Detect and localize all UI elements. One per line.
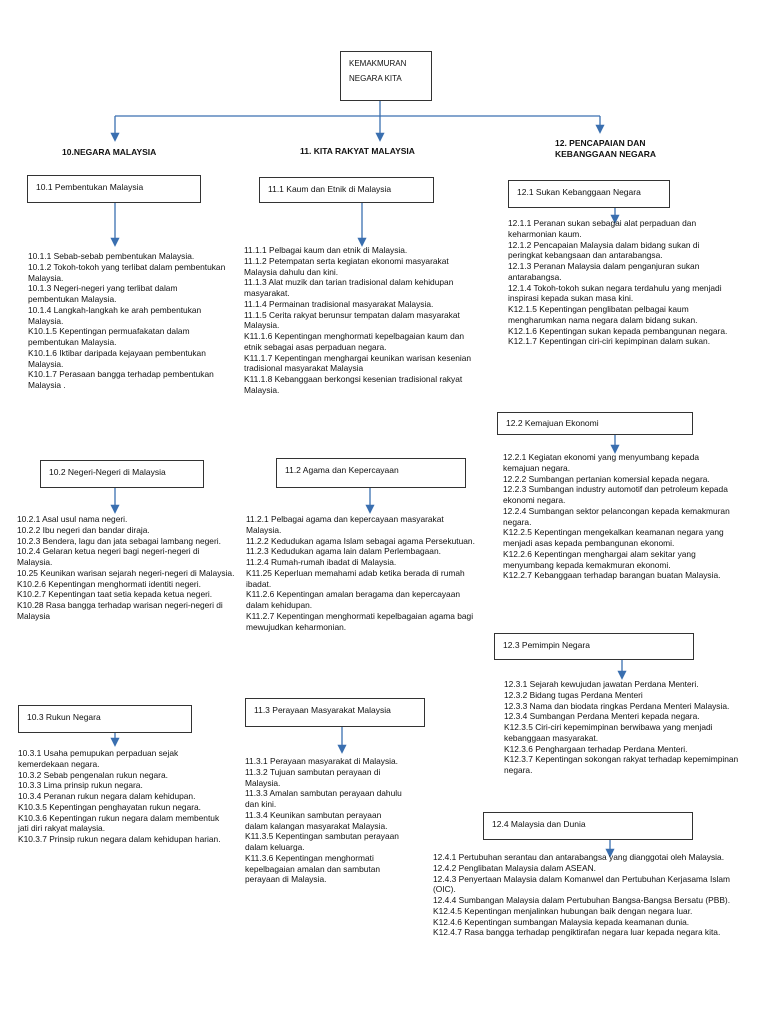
list-item: K12.1.6 Kepentingan sukan kepada pembangunan negara. [508, 325, 728, 336]
branch-heading-11: 11. KITA RAKYAT MALAYSIA [300, 146, 415, 156]
list-item: 11.2.4 Rumah-rumah ibadat di Malaysia. [246, 557, 397, 567]
list-item: 10.2.1 Asal usul nama negeri. [17, 514, 128, 524]
list-item: 12.1.4 Tokoh-tokoh sukan negara terdahulu yang menjadi inspirasi kepada sukan masa kini. [508, 282, 722, 304]
list-item: K12.4.6 Kepentingan sumbangan Malaysia kepada keamanan dunia. [433, 916, 690, 927]
topic-list-11-2 [246, 514, 478, 632]
list-item: 12.1.1 Peranan sukan sebagai alat perpaduan dan keharmonian kaum. [508, 218, 697, 239]
list-item: 11.2.2 Kedudukan agama Islam sebagai agama Persekutuan. [246, 535, 475, 546]
list-item: K10.3.5 Kepentingan penghayatan rukun negara. [18, 801, 202, 812]
list-item: 12.4.3 Penyertaan Malaysia dalam Komanwel dan Pertubuhan Kerjasama Islam (OIC). [433, 873, 731, 895]
list-item: K12.2.5 Kepentingan mengekalkan keamanan negara yang menjadi asas kepada pembangunan ekonomi. [503, 527, 724, 548]
branch-heading-10: 10.NEGARA MALAYSIA [62, 147, 157, 157]
list-item: 10.3.2 Sebab pengenalan rukun negara. [18, 769, 168, 780]
list-item: 12.3.4 Sumbangan Perdana Menteri kepada negara. [504, 711, 700, 722]
topic-box-12-2: 12.2 Kemajuan Ekonomi [497, 412, 693, 435]
list-item: 11.3.3 Amalan sambutan perayaan dahulu dan kini. [245, 788, 402, 809]
list-item: 11.2.3 Kedudukan agama lain dalam Perlembagaan. [246, 546, 441, 557]
list-item: K10.1.5 Kepentingan permuafakatan dalam pembentukan Malaysia. [28, 326, 190, 347]
list-item: 12.2.4 Sumbangan sektor pelancongan kepada kemakmuran negara. [503, 505, 730, 527]
list-item: K12.4.7 Rasa bangga terhadap pengiktirafan negara luar kepada negara kita. [433, 927, 721, 938]
list-item: 10.3.1 Usaha pemupukan perpaduan sejak kemerdekaan negara. [18, 748, 179, 769]
list-item: K10.2.7 Kepentingan taat setia kepada ketua negeri. [17, 589, 213, 600]
list-item: 12.3.2 Bidang tugas Perdana Menteri [504, 689, 643, 700]
list-item: K12.3.7 Kepentingan sokongan rakyat terhadap kepemimpinan negara. [504, 754, 739, 775]
topic-box-11-2: 11.2 Agama dan Kepercayaan [276, 458, 466, 488]
topic-list-11-3 [245, 756, 403, 885]
list-item: K12.3.5 Ciri-ciri kepemimpinan berwibawa yang menjadi kebanggaan masyarakat. [504, 722, 713, 743]
topic-list-12-1 [508, 218, 736, 347]
list-item: K10.2.6 Kepentingan menghormati identiti negeri. [17, 578, 201, 589]
list-item: 10.2.3 Bendera, lagu dan jata sebagai lambang negeri. [17, 535, 221, 546]
topic-box-12-3: 12.3 Pemimpin Negara [494, 633, 694, 660]
topic-list-11-1 [244, 245, 476, 396]
topic-box-12-4: 12.4 Malaysia dan Dunia [483, 812, 693, 840]
list-item: 12.2.1 Kegiatan ekonomi yang menyumbang kepada kemajuan negara. [503, 452, 700, 473]
list-item: 11.3.1 Perayaan masyarakat di Malaysia. [245, 756, 398, 766]
list-item: 10.1.2 Tokoh-tokoh yang terlibat dalam pembentukan Malaysia. [28, 261, 226, 283]
list-item: K11.3.5 Kepentingan sambutan perayaan dalam keluarga. [245, 831, 399, 852]
list-item: K11.1.6 Kepentingan menghormati kepelbagaian kaum dan etnik sebagai asas perpaduan negara. [244, 331, 465, 352]
list-item: 11.3.2 Tujuan sambutan perayaan di Malaysia. [245, 766, 381, 788]
topic-list-10-1 [28, 251, 226, 391]
list-item: 10.2.4 Gelaran ketua negeri bagi negeri-negeri di Malaysia. [17, 546, 200, 567]
topic-list-12-4 [433, 852, 735, 938]
topic-box-12-1: 12.1 Sukan Kebanggaan Negara [508, 180, 670, 208]
root-box [340, 51, 432, 101]
list-item: K10.28 Rasa bangga terhadap warisan negeri-negeri di Malaysia [17, 600, 223, 621]
list-item: 11.1.1 Pelbagai kaum dan etnik di Malaysia. [244, 245, 408, 255]
topic-box-10-2: 10.2 Negeri-Negeri di Malaysia [40, 460, 204, 488]
list-item: K11.2.6 Kepentingan amalan beragama dan kepercayaan dalam kehidupan. [246, 589, 461, 610]
list-item: K12.1.5 Kepentingan penglibatan pelbagai kaum mengharumkan nama negara dalam bidang sukan. [508, 304, 698, 325]
list-item: 12.2.3 Sumbangan industry automotif dan petroleum kepada ekonomi negara. [503, 484, 728, 505]
list-item: K11.25 Keperluan memahami adab ketika berada di rumah ibadat. [246, 567, 465, 589]
list-item: K11.2.7 Kepentingan menghormati kepelbagaian agama bagi mewujudkan keharmonian. [246, 610, 474, 632]
list-item: 11.1.4 Permainan tradisional masyarakat Malaysia. [244, 298, 434, 309]
list-item: 12.4.4 Sumbangan Malaysia dalam Pertubuhan Bangsa-Bangsa Bersatu (PBB). [433, 895, 731, 905]
list-item: 11.3.4 Keunikan sambutan perayaan dalam kalangan masyarakat Malaysia. [245, 809, 388, 831]
list-item: 10.3.4 Peranan rukun negara dalam kehidupan. [18, 791, 196, 801]
list-item: 11.1.5 Cerita rakyat berunsur tempatan dalam masyarakat Malaysia. [244, 309, 460, 331]
topic-list-10-2 [17, 514, 235, 622]
list-item: 10.2.2 Ibu negeri dan bandar diraja. [17, 524, 150, 535]
list-item: 11.1.3 Alat muzik dan tarian tradisional dalam kehidupan masyarakat. [244, 277, 454, 298]
list-item: K10.3.7 Prinsip rukun negara dalam kehidupan harian. [18, 834, 221, 844]
list-item: K12.3.6 Penghargaan terhadap Perdana Menteri. [504, 743, 688, 754]
list-item: 12.1.2 Pencapaian Malaysia dalam bidang sukan di peringkat kebangsaan dan antarabangsa. [508, 239, 700, 261]
list-item: 12.3.3 Nama dan biodata ringkas Perdana Menteri Malaysia. [504, 700, 730, 711]
topic-list-12-3 [504, 679, 740, 776]
topic-list-12-2 [503, 452, 735, 581]
list-item: K11.3.6 Kepentingan menghormati kepelbagaian amalan dan sambutan perayaan di Malaysia. [245, 852, 381, 885]
topic-box-10-3: 10.3 Rukun Negara [18, 705, 192, 733]
topic-box-10-1: 10.1 Pembentukan Malaysia [27, 175, 201, 203]
topic-list-10-3 [18, 748, 230, 845]
list-item: 10.1.4 Langkah-langkah ke arah pembentukan Malaysia. [28, 304, 202, 326]
list-item: 12.4.1 Pertubuhan serantau dan antarabangsa yang dianggotai oleh Malaysia. [433, 852, 725, 862]
list-item: 11.2.1 Pelbagai agama dan kepercayaan masyarakat Malaysia. [246, 514, 444, 535]
list-item: 12.4.2 Penglibatan Malaysia dalam ASEAN. [433, 862, 596, 873]
topic-box-11-1: 11.1 Kaum dan Etnik di Malaysia [259, 177, 434, 203]
list-item: K10.1.7 Perasaan bangga terhadap pembentukan Malaysia . [28, 369, 214, 390]
list-item: K12.4.5 Kepentingan menjalinkan hubungan baik dengan negara luar. [433, 905, 693, 916]
list-item: 10.3.3 Lima prinsip rukun negara. [18, 780, 143, 791]
list-item: K12.2.6 Kepentingan menghargai alam sekitar yang menyumbang kepada kemakmuran ekonomi. [503, 548, 696, 570]
list-item: K10.1.6 Iktibar daripada kejayaan pembentukan Malaysia. [28, 347, 206, 369]
list-item: 12.3.1 Sejarah kewujudan jawatan Perdana Menteri. [504, 679, 699, 689]
list-item: K12.2.7 Kebanggaan terhadap barangan buatan Malaysia. [503, 570, 721, 581]
root-title-line2: NEGARA KITA [349, 74, 402, 84]
list-item: 10.25 Keunikan warisan sejarah negeri-negeri di Malaysia. [17, 567, 235, 578]
topic-box-11-3: 11.3 Perayaan Masyarakat Malaysia [245, 698, 425, 727]
root-title-line1: KEMAKMURAN [349, 59, 407, 68]
list-item: 10.1.3 Negeri-negeri yang terlibat dalam pembentukan Malaysia. [28, 283, 178, 304]
list-item: K11.1.8 Kebanggaan berkongsi kesenian tradisional rakyat Malaysia. [244, 374, 463, 395]
list-item: K11.1.7 Kepentingan menghargai keunikan warisan kesenian tradisional masyarakat Malaysia [244, 352, 472, 374]
list-item: K12.1.7 Kepentingan ciri-ciri kepimpinan dalam sukan. [508, 336, 711, 347]
list-item: 11.1.2 Petempatan serta kegiatan ekonomi masyarakat Malaysia dahulu dan kini. [244, 255, 449, 277]
list-item: 12.1.3 Peranan Malaysia dalam penganjuran sukan antarabangsa. [508, 261, 700, 282]
list-item: K10.3.6 Kepentingan rukun negara dalam membentuk jati diri rakyat malaysia. [18, 812, 220, 834]
list-item: 12.2.2 Sumbangan pertanian komersial kepada negara. [503, 473, 710, 484]
branch-heading-12: 12. PENCAPAIAN DAN KEBANGGAAN NEGARA [555, 138, 657, 160]
list-item: 10.1.1 Sebab-sebab pembentukan Malaysia. [28, 251, 195, 261]
